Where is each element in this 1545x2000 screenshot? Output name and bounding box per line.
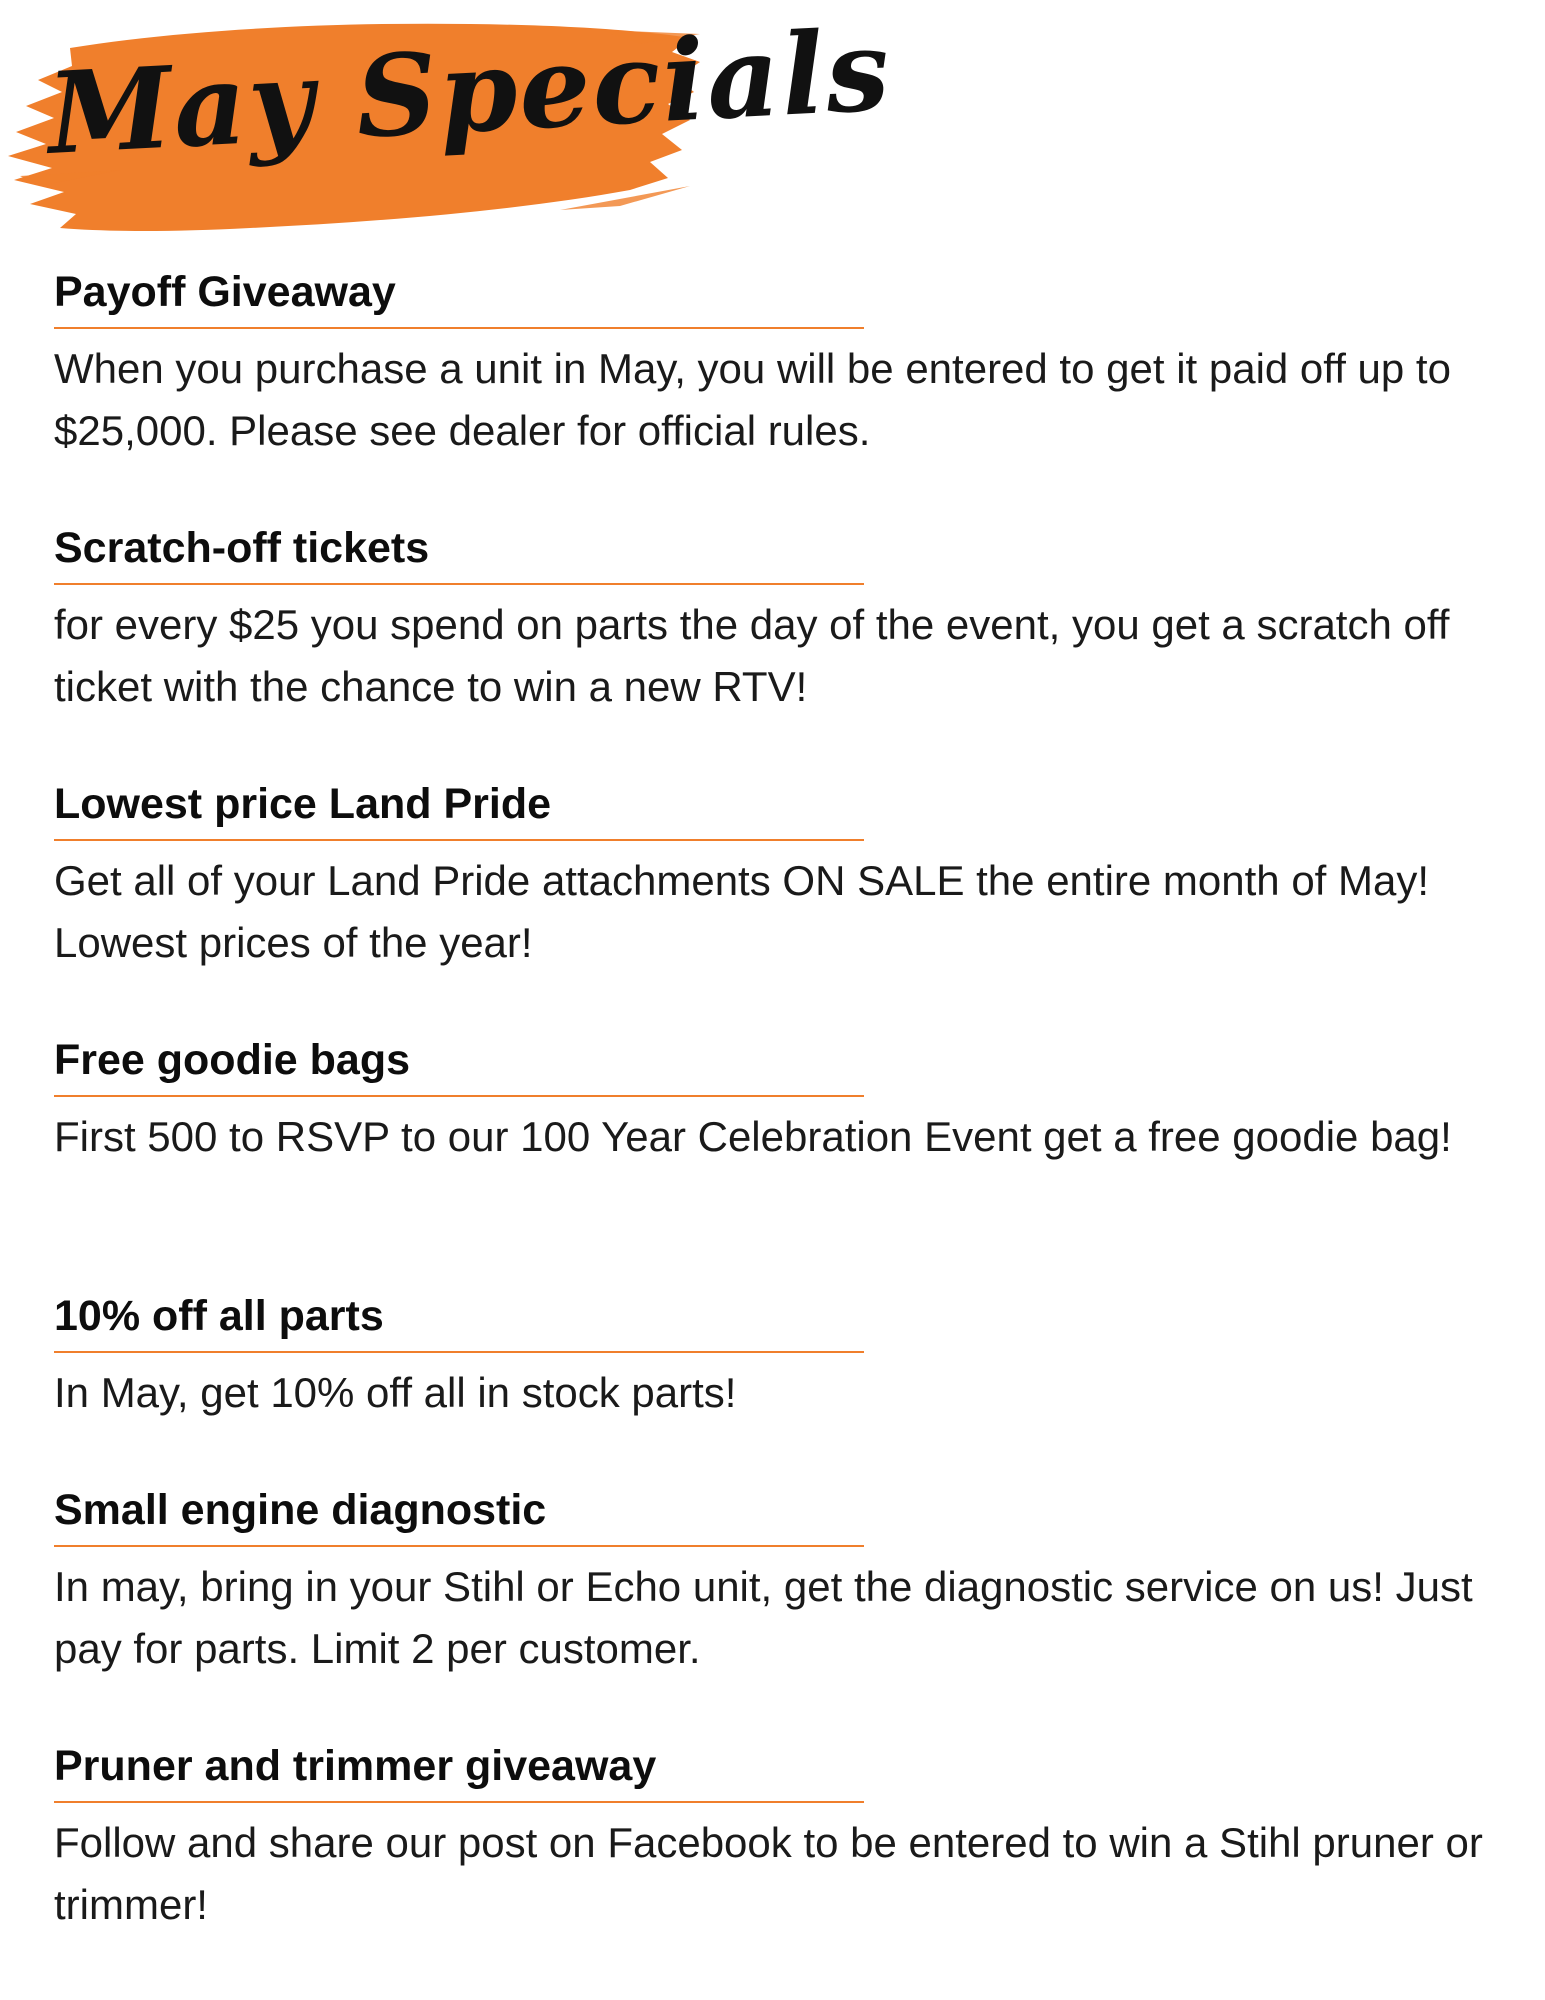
- orange-divider: [54, 1095, 864, 1097]
- special-description: Get all of your Land Pride attachments ON SALE the entire month of May! Lowest prices of the year!: [54, 857, 1430, 966]
- special-title: Scratch-off tickets: [54, 524, 430, 572]
- header-banner: [0, 0, 895, 250]
- special-title: 10% off all parts: [54, 1292, 384, 1340]
- special-item: [54, 1286, 1494, 1424]
- special-title: Payoff Giveaway: [54, 268, 396, 316]
- orange-divider: [54, 1351, 864, 1353]
- special-description: for every $25 you spend on parts the day of the event, you get a scratch off ticket with the chance to win a new RTV!: [54, 601, 1450, 710]
- orange-divider: [54, 1545, 864, 1547]
- orange-divider: [54, 583, 864, 585]
- orange-divider: [54, 1801, 864, 1803]
- special-item: [54, 262, 1494, 462]
- special-description: When you purchase a unit in May, you will be entered to get it paid off up to $25,000. Please see dealer for official rules.: [54, 345, 1451, 454]
- special-title: Free goodie bags: [54, 1036, 411, 1084]
- orange-divider: [54, 839, 864, 841]
- special-description: Follow and share our post on Facebook to be entered to win a Stihl pruner or trimmer!: [54, 1819, 1483, 1928]
- page-title: May Specials: [44, 4, 895, 180]
- special-description: First 500 to RSVP to our 100 Year Celebration Event get a free goodie bag!: [54, 1113, 1452, 1160]
- special-title: Pruner and trimmer giveaway: [54, 1742, 657, 1790]
- special-description: In May, get 10% off all in stock parts!: [54, 1369, 737, 1416]
- special-description: In may, bring in your Stihl or Echo unit, get the diagnostic service on us! Just pay for parts. Limit 2 per customer.: [54, 1563, 1473, 1672]
- special-item: [54, 1480, 1494, 1680]
- special-item: [54, 518, 1494, 718]
- special-item: [54, 1736, 1494, 1936]
- special-title: Lowest price Land Pride: [54, 780, 551, 828]
- special-item: [54, 1030, 1494, 1168]
- special-item: [54, 774, 1494, 974]
- special-title: Small engine diagnostic: [54, 1486, 547, 1534]
- orange-divider: [54, 327, 864, 329]
